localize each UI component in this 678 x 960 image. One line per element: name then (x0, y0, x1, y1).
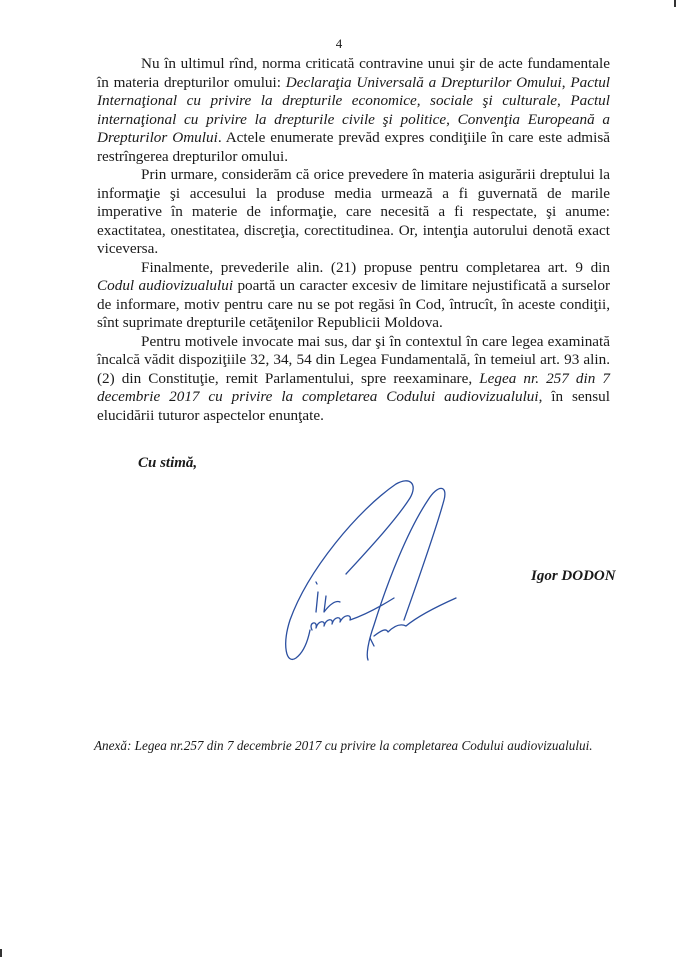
text-run-italic: Convenţia Europeană a Drepturilor Omului (97, 110, 610, 146)
text-run: Prin urmare, considerăm că orice prevedere în materia asigurării dreptului la informaţie şi accesului la produse media urmează a fi guvernată de marile imperative în materie de informaţie, care necesită a fi respectate, şi anume: exactitatea, onestitatea, discreţia, corectitudinea. Or, intenţia autorului denotă exact viceversa. (97, 166, 610, 257)
letter-body (97, 55, 610, 425)
text-run: . Actele enumerate prevăd expres condiţiile în care este admisă restrîngerea drepturilor omului. (97, 129, 610, 165)
annex-note: Anexă: Legea nr.257 din 7 decembrie 2017 cu privire la completarea Codului audiovizualului. (94, 738, 593, 753)
text-run-italic: Pactul internaţional cu privire la drepturile civile şi politice (97, 92, 610, 128)
paragraph (97, 259, 610, 333)
closing-salutation: Cu stimă, (138, 455, 198, 471)
text-run: poartă un caracter excesiv de limitare nejustificată a surselor de informare, motiv pentru care nu se pot regăsi în Cod, întrucît, în aceste condiţii, sînt suprimate drepturile cetăţenilor Republicii Moldova. (97, 277, 610, 331)
text-run: , (557, 92, 571, 109)
signature-stroke (367, 488, 445, 660)
text-run: , (561, 73, 571, 91)
text-run: Finalmente, prevederile alin. (21) propuse pentru completarea art. 9 din (141, 258, 610, 276)
signer-name: Igor DODON (531, 568, 616, 584)
text-run-italic: Codul audiovizualului (97, 277, 234, 294)
text-run: Nu în ultimul rînd, norma criticată contravine unui şir de acte fundamentale în materia drepturilor omului: (97, 55, 610, 91)
text-run: , (446, 110, 458, 128)
signature-stroke (316, 582, 340, 612)
scan-edge-mark (0, 949, 2, 957)
paragraph (97, 333, 610, 426)
text-run: Pentru motivele invocate mai sus, dar şi în contextul în care legea examinată încalcă vădit dispoziţiile 32, 34, 54 din Legea Fundamentală, în temeiul art. 93 alin. (2) din Constituţie, remit Parlamentului, spre reexaminare, (97, 332, 610, 387)
text-run: , în sensul elucidării tuturor aspectelor enunţate. (97, 388, 610, 424)
paragraph (97, 166, 610, 259)
page-number: 4 (335, 36, 343, 51)
scan-edge-mark (674, 0, 676, 7)
signature-stroke (286, 481, 413, 660)
text-run-italic: Legea nr. 257 din 7 decembrie 2017 cu privire la completarea Codului audiovizualului (97, 369, 610, 405)
handwritten-signature (278, 470, 458, 665)
text-run-italic: Declaraţia Universală a Drepturilor Omului (285, 73, 562, 91)
text-run-italic: Pactul Internaţional cu privire la drepturile economice, sociale şi culturale (97, 73, 611, 109)
paragraph (97, 55, 610, 166)
signature-stroke (370, 638, 374, 646)
signature-stroke (374, 598, 456, 636)
